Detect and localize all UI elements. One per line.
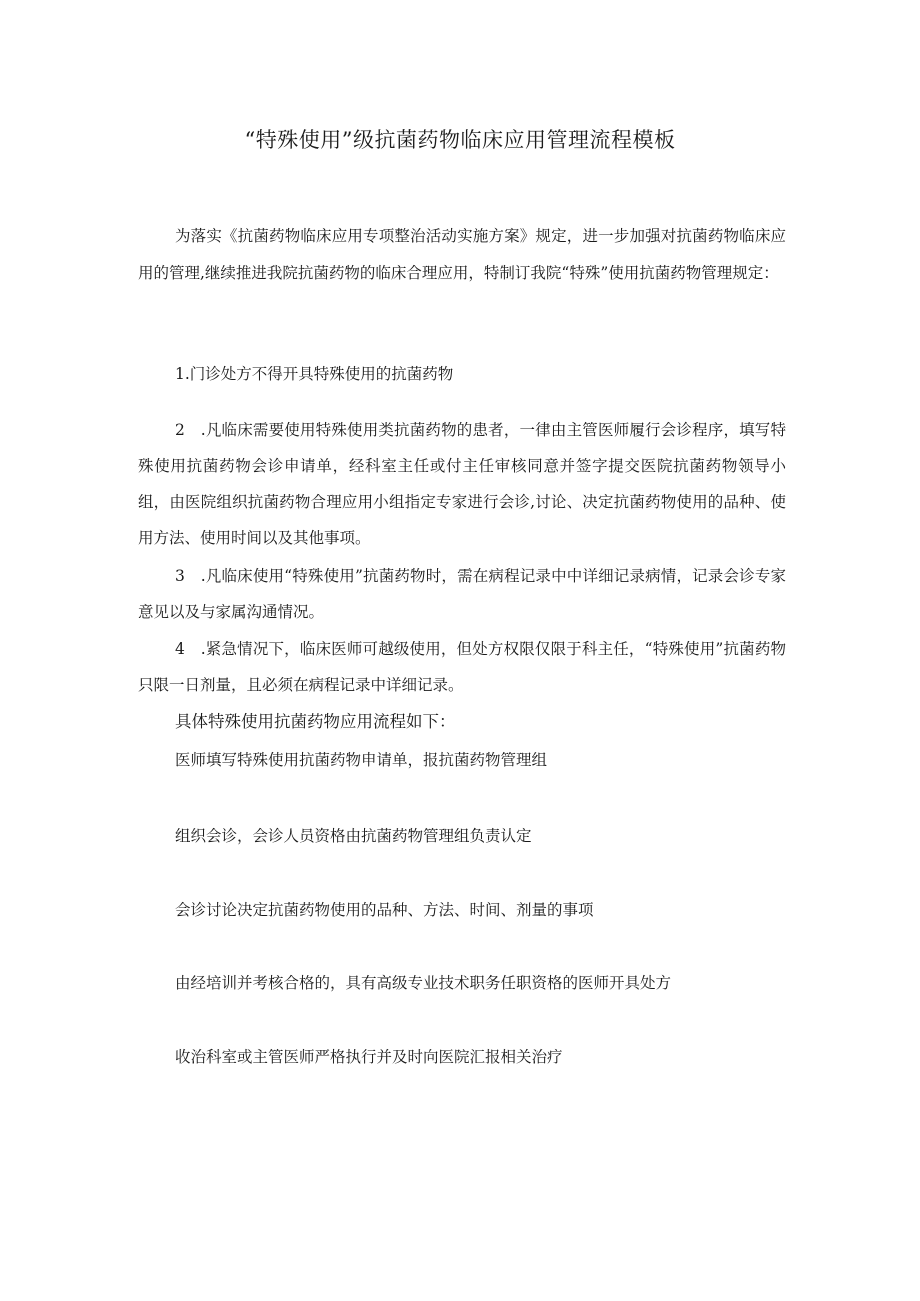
flow-step-1: 医师填写特殊使用抗菌药物申请单，报抗菌药物管理组 <box>175 751 548 769</box>
rule-item-4: 4 .紧急情况下，临床医师可越级使用，但处方权限仅限于科主任，“特殊使用”抗菌药物只限一日剂量，且必须在病程记录中详细记录。 <box>138 640 786 694</box>
flow-step-2: 组织会诊，会诊人员资格由抗菌药物管理组负责认定 <box>175 827 532 845</box>
rule-item-1: 1.门诊处方不得开具特殊使用的抗菌药物 <box>175 365 454 383</box>
flow-step-3: 会诊讨论决定抗菌药物使用的品种、方法、时间、剂量的事项 <box>175 901 594 919</box>
rule-item-2: 2 .凡临床需要使用特殊使用类抗菌药物的患者，一律由主管医师履行会诊程序，填写特殊使用抗菌药物会诊申请单，经科室主任或付主任审核同意并签字提交医院抗菌药物领导小组，由医院组织抗菌药物合理应用小组指定专家进行会诊,讨论、决定抗菌药物使用的品种、使用方法、使用时间以及其他事项。 <box>138 421 786 547</box>
intro-paragraph: 为落实《抗菌药物临床应用专项整治活动实施方案》规定，进一步加强对抗菌药物临床应用的管理,继续推进我院抗菌药物的临床合理应用，特制订我院“特殊”使用抗菌药物管理规定： <box>138 227 786 282</box>
flow-step-4: 由经培训并考核合格的，具有高级专业技术职务任职资格的医师开具处方 <box>175 974 672 992</box>
document-title: “特殊使用”级抗菌药物临床应用管理流程模板 <box>244 128 676 152</box>
rule-item-3: 3 .凡临床使用“特殊使用”抗菌药物时，需在病程记录中中详细记录病情，记录会诊专家意见以及与家属沟通情况。 <box>138 567 786 621</box>
flow-heading: 具体特殊使用抗菌药物应用流程如下： <box>175 712 456 731</box>
flow-step-5: 收治科室或主管医师严格执行并及时向医院汇报相关治疗 <box>175 1048 563 1066</box>
